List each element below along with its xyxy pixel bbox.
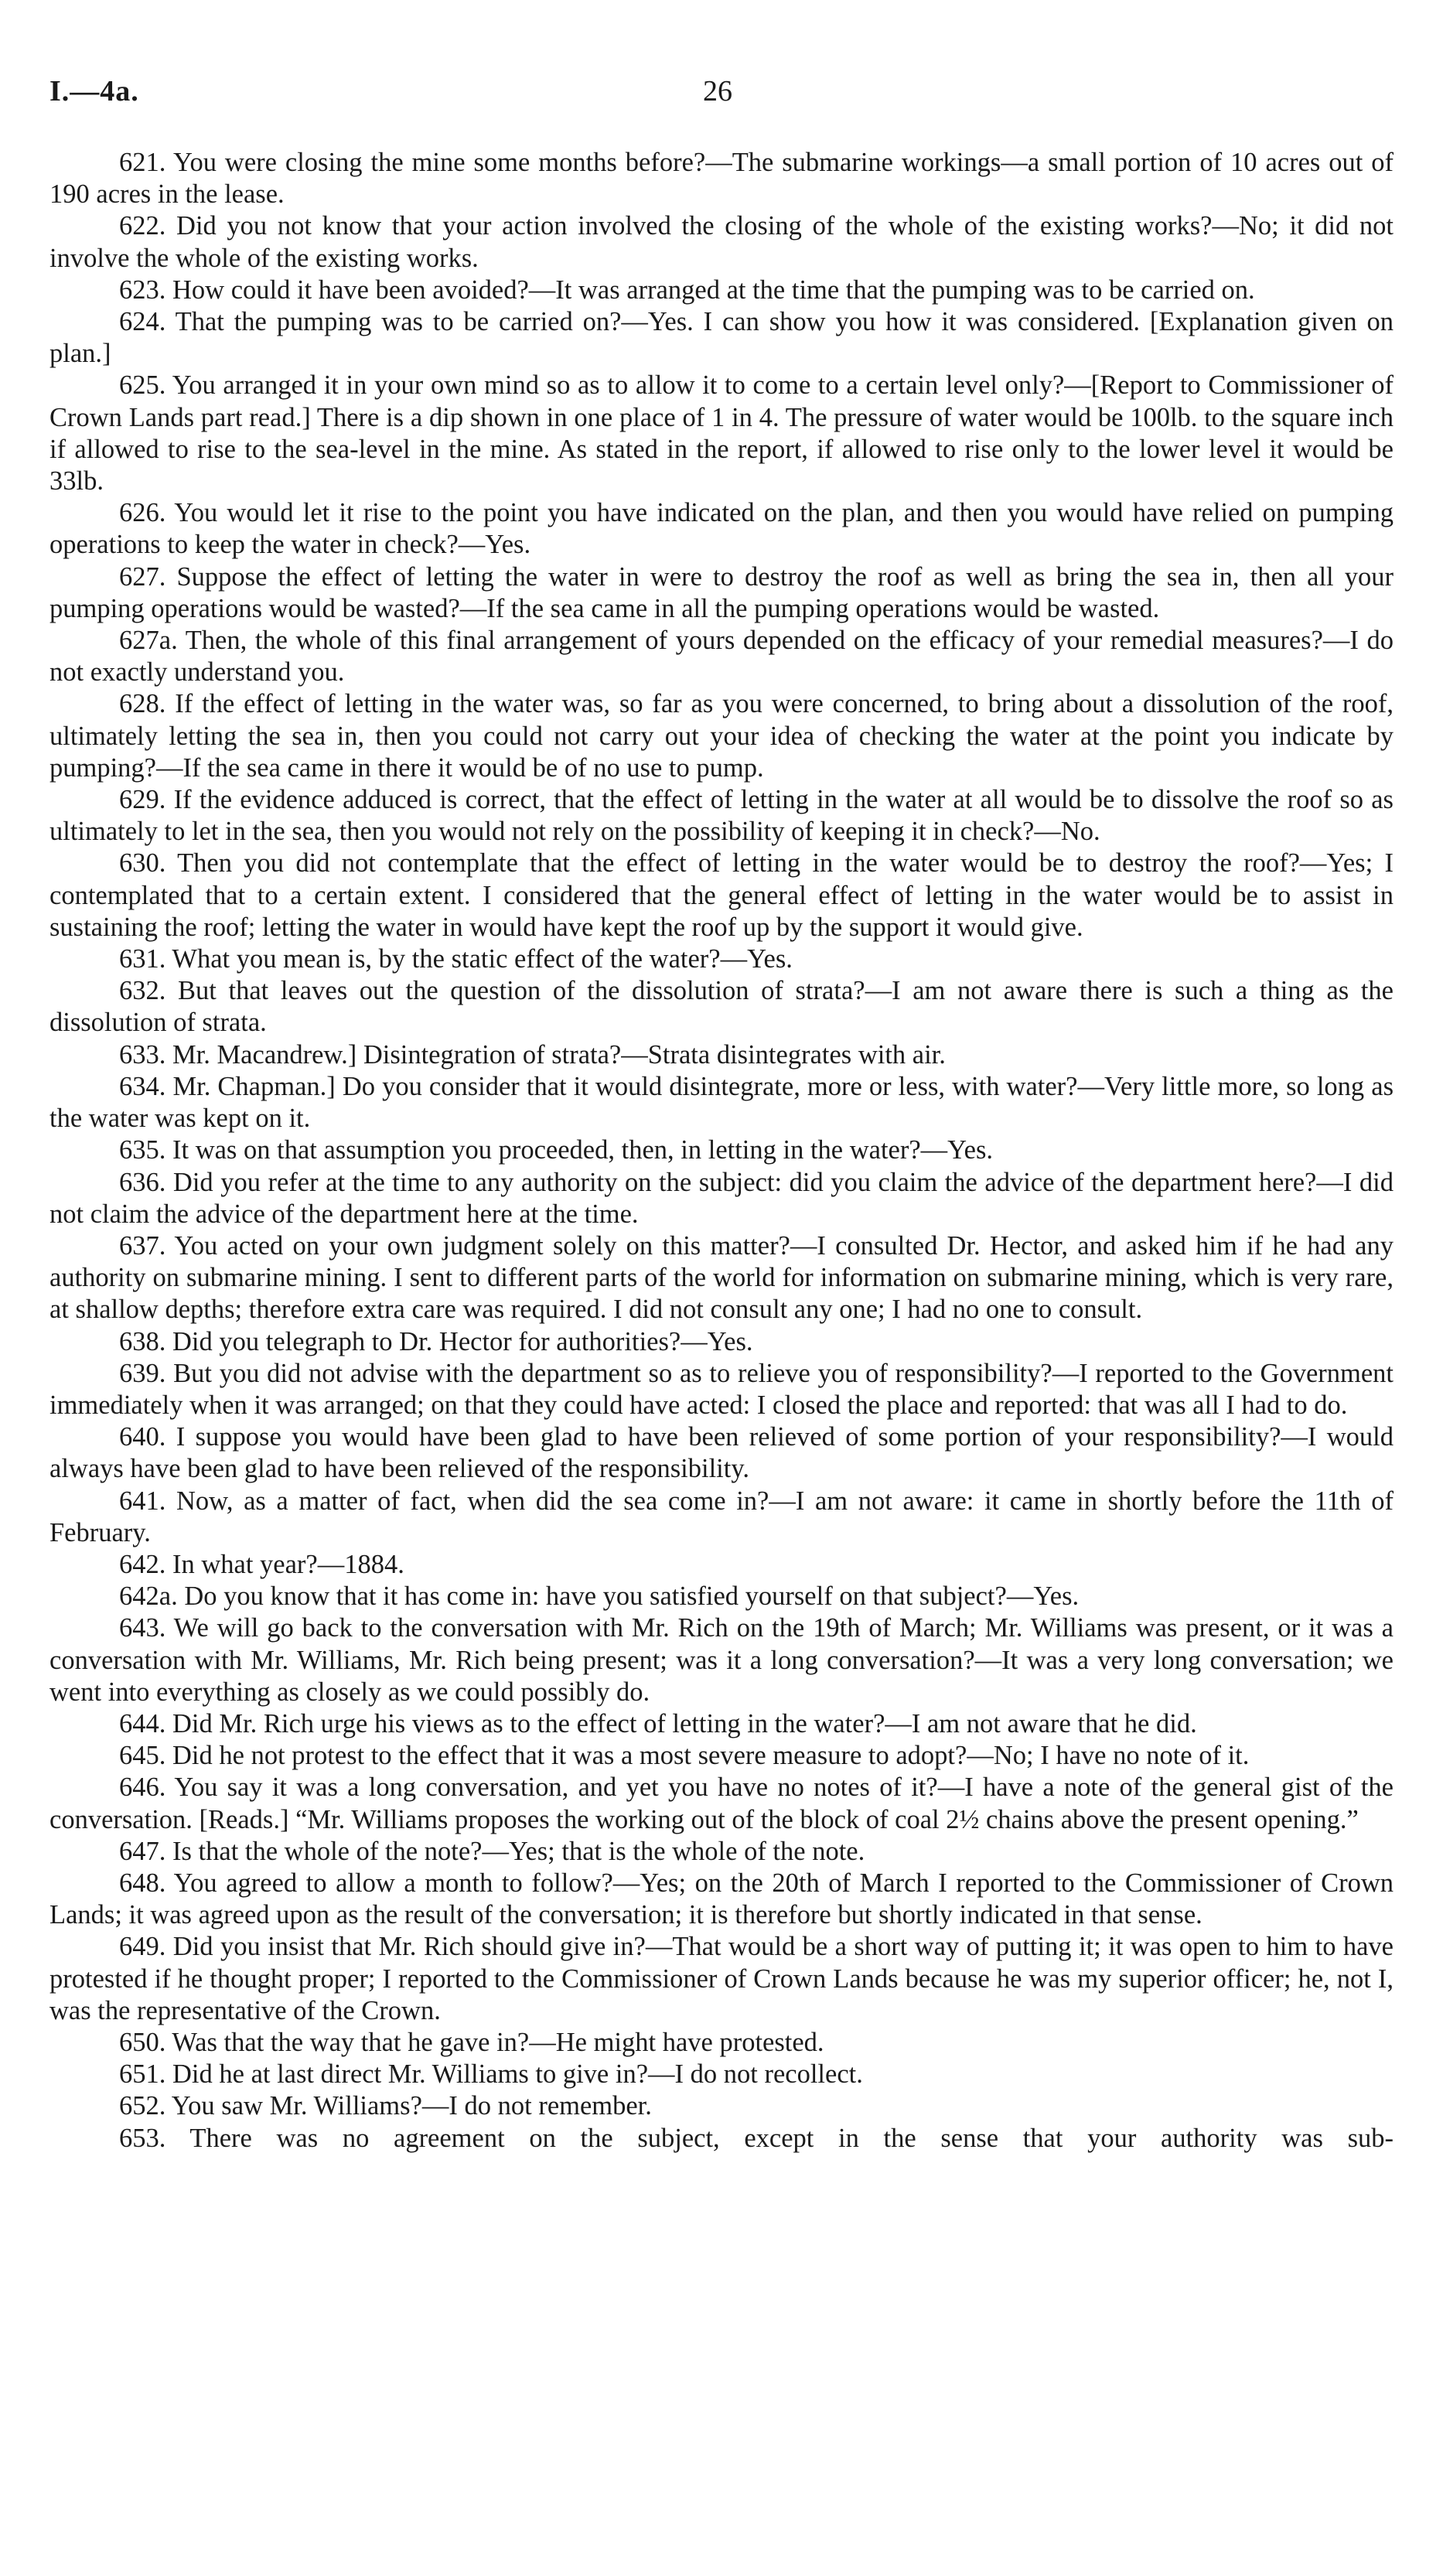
paragraph-646: 646. You say it was a long conversation, and yet you have no notes of it?—I have a note of the general gist of the conversation. [Reads.] “Mr. Williams proposes the working out of the block of coal 2½ chains above the present opening.”	[49, 1772, 1394, 1834]
paragraph-628: 628. If the effect of letting in the water was, so far as you were concerned, to bring about a dissolution of the roof, ultimately letting the sea in, then you could not carry out your idea of checking the water at the point you indicate by pumping?—If the sea came in there it would be of no use to pump.	[49, 689, 1394, 783]
paragraph-630: 630. Then you did not contemplate that the effect of letting in the water would be to destroy the roof?—Yes; I contemplated that to a certain extent. I considered that the general effect of letting in the water would be to assist in sustaining the roof; letting the water in would have kept the roof up by the support it would give.	[49, 848, 1394, 942]
paragraph-637: 637. You acted on your own judgment solely on this matter?—I consulted Dr. Hector, and asked him if he had any authority on submarine mining. I sent to different parts of the world for information on submarine mining, which is very rare, at shallow depths; therefore extra care was required. I did not consult any one; I had no one to consult.	[49, 1230, 1394, 1325]
paragraph-624: 624. That the pumping was to be carried on?—Yes. I can show you how it was considered. [Explanation given on plan.]	[49, 307, 1394, 369]
paragraph-621: 621. You were closing the mine some months before?—The submarine workings—a small portion of 10 acres out of 190 acres in the lease.	[49, 148, 1394, 210]
paragraph-642: 642. In what year?—1884.	[119, 1549, 404, 1579]
paragraph-643: 643. We will go back to the conversation with Mr. Rich on the 19th of March; Mr. Williams was present, or it was a conversation with Mr. Williams, Mr. Rich being present; was it a long conversation?—It was a very long conversation; we went into everything as closely as we could possibly do.	[49, 1613, 1394, 1707]
paragraph-640: 640. I suppose you would have been glad to have been relieved of some portion of your responsibility?—I would always have been glad to have been relieved of the responsibility.	[49, 1422, 1394, 1484]
paragraph-622: 622. Did you not know that your action involved the closing of the whole of the existing works?—No; it did not involve the whole of the existing works.	[49, 211, 1394, 273]
evidence-text	[49, 147, 1394, 2155]
paragraph-645: 645. Did he not protest to the effect that it was a most severe measure to adopt?—No; I have no note of it.	[119, 1741, 1250, 1771]
paragraph-639: 639. But you did not advise with the department so as to relieve you of responsibility?—I reported to the Government immediately when it was arranged; on that they could have acted: I closed the place and reported: that was all I had to do.	[49, 1358, 1394, 1420]
paragraph-638: 638. Did you telegraph to Dr. Hector for authorities?—Yes.	[119, 1326, 753, 1356]
paragraph-627: 627. Suppose the effect of letting the water in were to destroy the roof as well as bring the sea in, then all your pumping operations would be wasted?—If the sea came in all the pumping operations would be wasted.	[49, 561, 1394, 623]
paragraph-641: 641. Now, as a matter of fact, when did the sea come in?—I am not aware: it came in shortly before the 11th of February.	[49, 1486, 1394, 1547]
paragraph-650: 650. Was that the way that he gave in?—He might have protested.	[119, 2027, 824, 2057]
paragraph-633: 633. Mr. Macandrew.] Disintegration of strata?—Strata disintegrates with air.	[119, 1039, 946, 1070]
page-number: 26	[703, 75, 732, 107]
paragraph-626: 626. You would let it rise to the point you have indicated on the plan, and then you would have relied on pumping operations to keep the water in check?—Yes.	[49, 498, 1394, 560]
page-header	[49, 74, 1387, 121]
paragraph-652: 652. You saw Mr. Williams?—I do not remember.	[119, 2091, 652, 2121]
paragraph-644: 644. Did Mr. Rich urge his views as to the effect of letting in the water?—I am not aware that he did.	[119, 1708, 1197, 1738]
paragraph-653: 653. There was no agreement on the subject, except in the sense that your authority was sub-	[119, 2123, 1394, 2153]
paragraph-629: 629. If the evidence adduced is correct, that the effect of letting in the water at all would be to dissolve the roof so as ultimately to let in the sea, then you would not rely on the possibility of keeping it in check?—No.	[49, 785, 1394, 847]
paragraph-642a: 642a. Do you know that it has come in: have you satisfied yourself on that subject?—Yes.	[119, 1581, 1080, 1612]
paragraph-631: 631. What you mean is, by the static effect of the water?—Yes.	[119, 944, 793, 974]
paragraph-627a: 627a. Then, the whole of this final arrangement of yours depended on the efficacy of your remedial measures?—I do not exactly understand you.	[49, 626, 1394, 688]
paragraph-648: 648. You agreed to allow a month to follow?—Yes; on the 20th of March I reported to the Commissioner of Crown Lands; it was agreed upon as the result of the conversation; it is therefore but shortly indicated in that sense.	[49, 1868, 1394, 1930]
paragraph-625: 625. You arranged it in your own mind so as to allow it to come to a certain level only?—[Report to Commissioner of Crown Lands part read.] There is a dip shown in one place of 1 in 4. The pressure of water would be 100lb. to the square inch if allowed to rise to the sea-level in the mine. As stated in the report, if allowed to rise only to the lower level it would be 33lb.	[49, 370, 1394, 496]
paragraph-632: 632. But that leaves out the question of the dissolution of strata?—I am not aware there is such a thing as the dissolution of strata.	[49, 976, 1394, 1038]
paragraph-651: 651. Did he at last direct Mr. Williams to give in?—I do not recollect.	[119, 2059, 863, 2090]
paragraph-649: 649. Did you insist that Mr. Rich should give in?—That would be a short way of putting it; it was open to him to have protested if he thought proper; I reported to the Commissioner of Crown Lands because he was my superior officer; he, not I, was the representative of the Crown.	[49, 1932, 1394, 2025]
paragraph-647: 647. Is that the whole of the note?—Yes; that is the whole of the note.	[119, 1836, 865, 1866]
paragraph-634: 634. Mr. Chapman.] Do you consider that it would disintegrate, more or less, with water?—Very little more, so long as the water was kept on it.	[49, 1071, 1394, 1134]
document-reference: I.—4a.	[49, 75, 139, 107]
paragraph-635: 635. It was on that assumption you proceeded, then, in letting in the water?—Yes.	[119, 1135, 993, 1165]
paragraph-636: 636. Did you refer at the time to any authority on the subject: did you claim the advice of the department here?—I did not claim the advice of the department here at the time.	[49, 1167, 1394, 1229]
paragraph-623: 623. How could it have been avoided?—It was arranged at the time that the pumping was to be carried on.	[119, 275, 1255, 305]
